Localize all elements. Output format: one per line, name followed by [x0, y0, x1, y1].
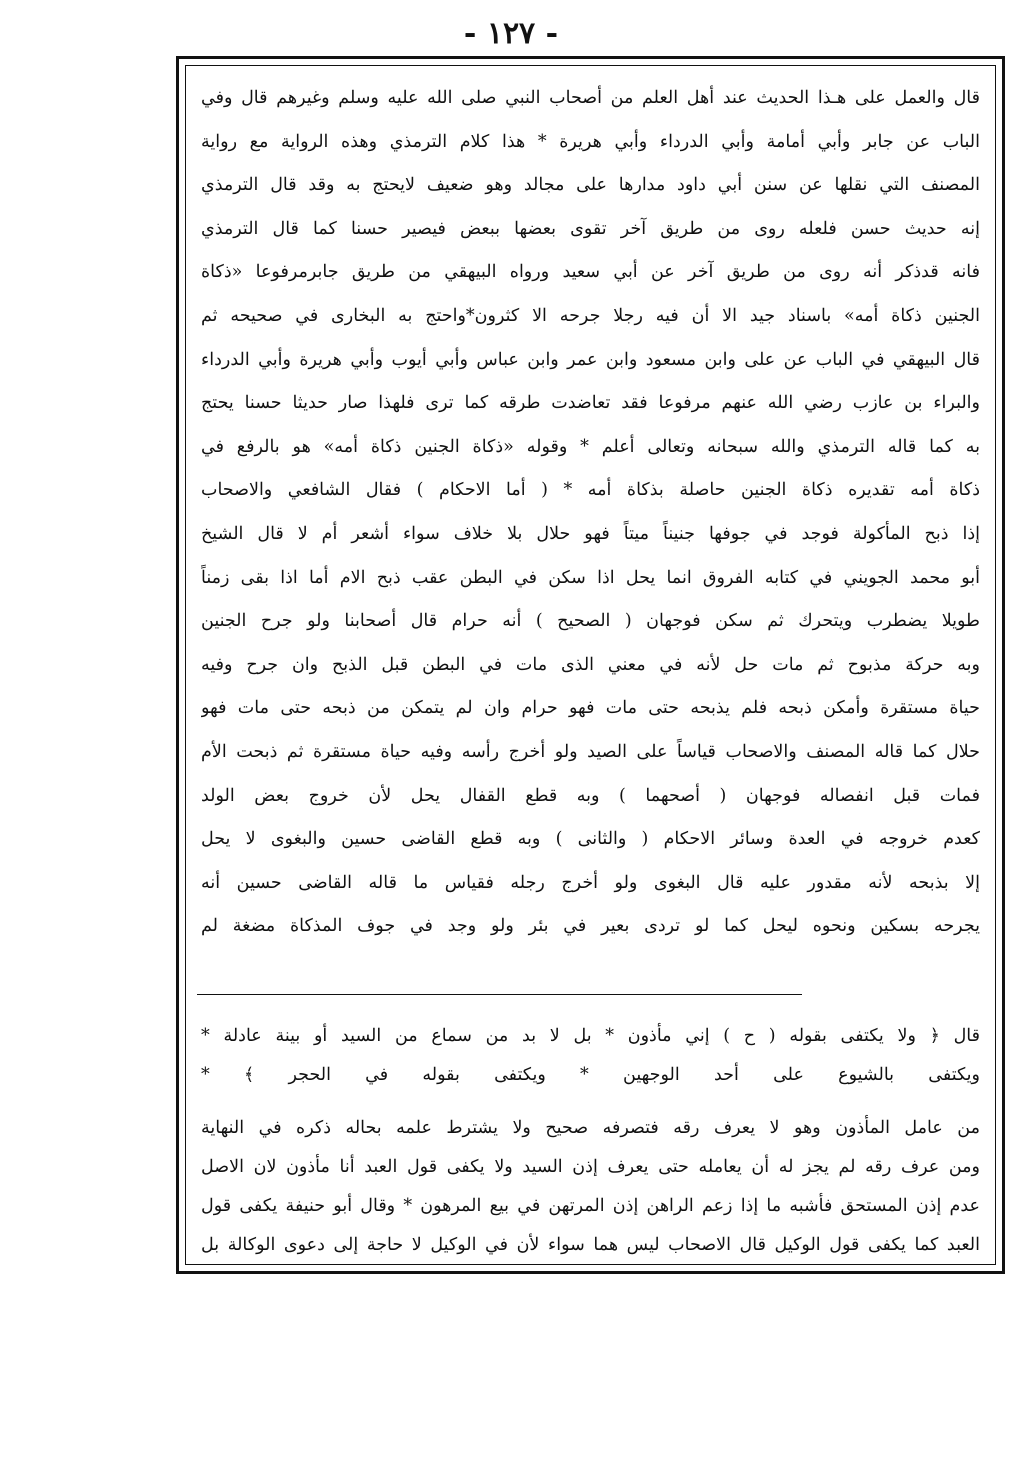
- text-line: الجنين ذكاة أمه» باسناد جيد الا أن فيه رجلا جرحه الا كثرون*واحتج به البخارى في صحيحه ثم: [201, 305, 980, 326]
- text-line: الباب عن جابر وأبي أمامة وأبي الدرداء وأبي هريرة * هذا كلام الترمذي وهذه الرواية مع رواية: [201, 131, 980, 152]
- text-line: إنه حديث حسن فلعله روى من طريق آخر تقوى بعضها ببعض فيصير حسنا كما قال الترمذي: [201, 218, 980, 239]
- paragraph-gap: [201, 1095, 980, 1109]
- secondary-text: [201, 1017, 980, 1265]
- text-line: ويكتفى بالشيوع على أحد الوجهين * ويكتفى بقوله في الحجر ﴾ *: [201, 1065, 980, 1085]
- text-line: طويلا يضطرب ويتحرك ثم سكن فوجهان ( الصحيح ) أنه حرام قال أصحابنا ولو جرح الجنين: [201, 611, 980, 632]
- text-line: كعدم خروجه في العدة وسائر الاحكام ( والثانى ) وبه قطع القاضى حسين والبغوى لا يحل: [201, 829, 980, 850]
- page-frame: [176, 56, 1005, 1274]
- text-line: العبد كما يكفى قول الوكيل قال الاصحاب ليس هما سواء لأن في الوكيل لا حاجة إلى دعوى الوكالة بل: [201, 1235, 980, 1255]
- text-line: ومن عرف رقه لم يجز له أن يعامله حتى يعرف إذن السيد ولا يكفى قول العبد أنا مأذون لان الاصل: [201, 1157, 980, 1177]
- text-line: يجرحه بسكين ونحوه ليحل كما لو تردى بعير في بئر ولو وجد في جوف المذكاة مضغة لم: [201, 916, 980, 937]
- text-line: فمات قبل انفصاله فوجهان ( أصحهما ) وبه قطع القفال يحل لأن خروج بعض الولد: [201, 785, 980, 806]
- text-line: قال والعمل على هـذا الحديث عند أهل العلم من أصحاب النبي صلى الله عليه وسلم وغيرهم قال وفي: [201, 88, 980, 108]
- text-line: عدم إذن المستحق فأشبه ما إذا زعم الراهن إذن المرتهن في بيع المرهون * وقال أبو حنيفة يكفى قول: [201, 1196, 980, 1216]
- text-line: أبو محمد الجويني في كتابه الفروق انما يحل اذا سكن في البطن عقب ذبح الام أما اذا بقى زمناً: [201, 567, 980, 588]
- text-line: قال ﴿ ولا يكتفى بقوله ( ح ) إني مأذون * بل لا بد من سماع من السيد أو بينة عادلة *: [201, 1026, 980, 1046]
- text-line: قال البيهقي في الباب عن على وابن مسعود وابن عمر وابن عباس وأبي أيوب وأبي هريرة وأبي الدرداء: [201, 349, 980, 370]
- text-line: المصنف التي نقلها عن سنن أبي داود مدارها على مجالد وهو ضعيف لايحتج به وقد قال الترمذي: [201, 175, 980, 196]
- page-number: - ١٢٧ -: [463, 16, 559, 51]
- section-divider: [197, 994, 802, 995]
- text-line: فانه قدذكر أنه روى من طريق آخر عن أبي سعيد ورواه البيهقي من طريق جابرمرفوعا «ذكاة: [201, 262, 980, 283]
- text-line: والبراء بن عازب رضي الله عنهم مرفوعا فقد تعاضدت طرقه كما ترى فلهذا صار حديثا حسنا يحتج: [201, 393, 980, 414]
- text-line: وبه حركة مذبوح ثم مات حل لأنه في معني الذى مات في البطن قبل الذبح وان جرح وفيه: [201, 654, 980, 675]
- text-line: به كما قاله الترمذي والله سبحانه وتعالى أعلم * وقوله «ذكاة الجنين ذكاة أمه» هو بالرفع في: [201, 436, 980, 457]
- text-line: إلا بذبحه لأنه مقدور عليه قال البغوى ولو أخرج رجله فقياس ما قاله القاضى حسين أنه: [201, 872, 980, 893]
- text-line: من عامل المأذون وهو لا يعرف رقه فتصرفه صحيح ولا يشترط علمه بحاله ذكره في النهاية: [201, 1118, 980, 1138]
- text-line: حلال كما قاله المصنف والاصحاب قياساً على الصيد ولو أخرج رأسه وفيه حياة مستقرة ثم ذبحت الأم: [201, 741, 980, 762]
- text-line: ذكاة أمه تقديره ذكاة الجنين حاصلة بذكاة أمه * ( أما الاحكام ) فقال الشافعي والاصحاب: [201, 480, 980, 501]
- text-line: إذا ذبح المأكولة فوجد في جوفها جنيناً ميتاً فهو حلال بلا خلاف سواء أشعر أم لا قال الشيخ: [201, 523, 980, 544]
- text-line: حياة مستقرة وأمكن ذبحه فلم يذبحه حتى مات فهو حرام وان لم يتمكن من ذبحه حتى مات فهو: [201, 698, 980, 719]
- main-commentary-text: [201, 77, 980, 949]
